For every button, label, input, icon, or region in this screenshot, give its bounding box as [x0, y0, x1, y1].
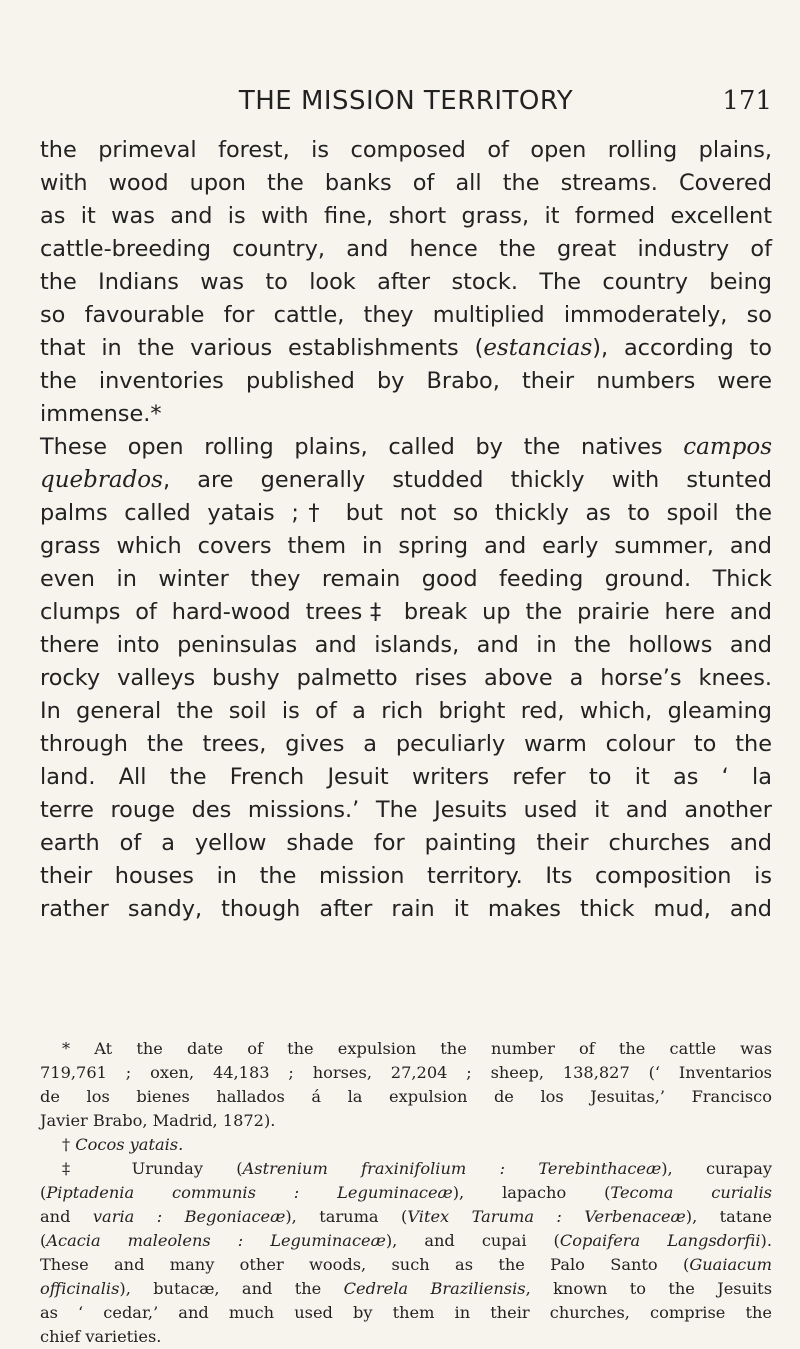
footnote-line: de los bienes hallados á la expulsion de los Jesuitas,’ Francisco	[40, 1087, 772, 1106]
footnotes	[40, 1037, 772, 1349]
italic-term: Acacia maleolens : Leguminaceæ	[46, 1231, 386, 1250]
footnote-line: * At the date of the expulsion the number of the cattle was	[62, 1039, 772, 1058]
italic-term: Cocos yatais.	[75, 1135, 184, 1154]
footnote-line: These and many other woods, such as the Palo Santo (Guaiacum	[40, 1255, 772, 1274]
text-line: quebrados, are generally studded thickly with stunted	[40, 467, 772, 493]
text-line: cattle-breeding country, and hence the great industry of	[40, 236, 772, 262]
text-line: terre rouge des missions.’ The Jesuits used it and another	[40, 797, 772, 823]
page-header	[40, 86, 772, 126]
italic-term: Guaiacum	[689, 1255, 772, 1274]
footnote-line: 719,761 ; oxen, 44,183 ; horses, 27,204 ; sheep, 138,827 (‘ Inventarios	[40, 1063, 772, 1082]
text-line: with wood upon the banks of all the streams. Covered	[40, 170, 772, 196]
text-line: through the trees, gives a peculiarly warm colour to the	[40, 731, 772, 757]
text-line: grass which covers them in spring and early summer, and	[40, 533, 772, 559]
text-line: land. All the French Jesuit writers refer to it as ‘ la	[40, 764, 772, 790]
text-line: so favourable for cattle, they multiplied immoderately, so	[40, 302, 772, 328]
italic-term: varia : Begoniaceæ	[92, 1207, 286, 1226]
italic-term: quebrados	[40, 467, 163, 493]
footnote-line: and varia : Begoniaceæ), taruma (Vitex Taruma : Verbenaceæ), tatane	[40, 1207, 772, 1226]
body-text	[40, 134, 772, 926]
footnote-line: † Cocos yatais.	[62, 1135, 184, 1154]
page-number: 171	[722, 86, 772, 116]
italic-term: Vitex Taruma : Verbenaceæ	[407, 1207, 686, 1226]
footnote-line: chief varieties.	[40, 1327, 162, 1346]
text-line: the Indians was to look after stock. The country being	[40, 269, 772, 295]
text-line: earth of a yellow shade for painting their churches and	[40, 830, 772, 856]
text-line: palms called yatais ;† but not so thickly as to spoil the	[40, 500, 772, 526]
text-line: rocky valleys bushy palmetto rises above a horse’s knees.	[40, 665, 772, 691]
italic-term: officinalis	[40, 1279, 120, 1298]
footnote-line: ‡ Urunday (Astrenium fraxinifolium : Terebinthaceæ), curapay	[62, 1159, 772, 1178]
italic-term: campos	[683, 434, 772, 460]
text-line: even in winter they remain good feeding ground. Thick	[40, 566, 772, 592]
footnote-line: (Acacia maleolens : Leguminaceæ), and cupai (Copaifera Langsdorfii).	[40, 1231, 772, 1250]
italic-term: Tecoma curialis	[610, 1183, 772, 1202]
text-line: the primeval forest, is composed of open rolling plains,	[40, 137, 772, 163]
text-line: immense.*	[40, 401, 162, 427]
text-line: that in the various establishments (estancias), according to	[40, 335, 772, 361]
footnote-line: as ‘ cedar,’ and much used by them in their churches, comprise the	[40, 1303, 772, 1322]
italic-term: Piptadenia communis : Leguminaceæ	[46, 1183, 453, 1202]
text-line: clumps of hard-wood trees‡ break up the prairie here and	[40, 599, 772, 625]
text-line: These open rolling plains, called by the natives campos	[40, 434, 772, 460]
text-line: the inventories published by Brabo, their numbers were	[40, 368, 772, 394]
text-line: In general the soil is of a rich bright red, which, gleaming	[40, 698, 772, 724]
text-line: rather sandy, though after rain it makes thick mud, and	[40, 896, 772, 922]
footnote-line: officinalis), butacæ, and the Cedrela Braziliensis, known to the Jesuits	[40, 1279, 772, 1298]
footnote-line: (Piptadenia communis : Leguminaceæ), lapacho (Tecoma curialis	[40, 1183, 772, 1202]
italic-term: estancias	[483, 335, 593, 361]
text-line: there into peninsulas and islands, and in the hollows and	[40, 632, 772, 658]
text-line: as it was and is with fine, short grass, it formed excellent	[40, 203, 772, 229]
footnote-line: Javier Brabo, Madrid, 1872).	[40, 1111, 276, 1130]
italic-term: Astrenium fraxinifolium : Terebinthaceæ	[242, 1159, 662, 1178]
italic-term: Cedrela Braziliensis	[343, 1279, 526, 1298]
running-title: THE MISSION TERRITORY	[238, 86, 574, 116]
text-line: their houses in the mission territory. Its composition is	[40, 863, 772, 889]
italic-term: Copaifera Langsdorfii	[559, 1231, 761, 1250]
